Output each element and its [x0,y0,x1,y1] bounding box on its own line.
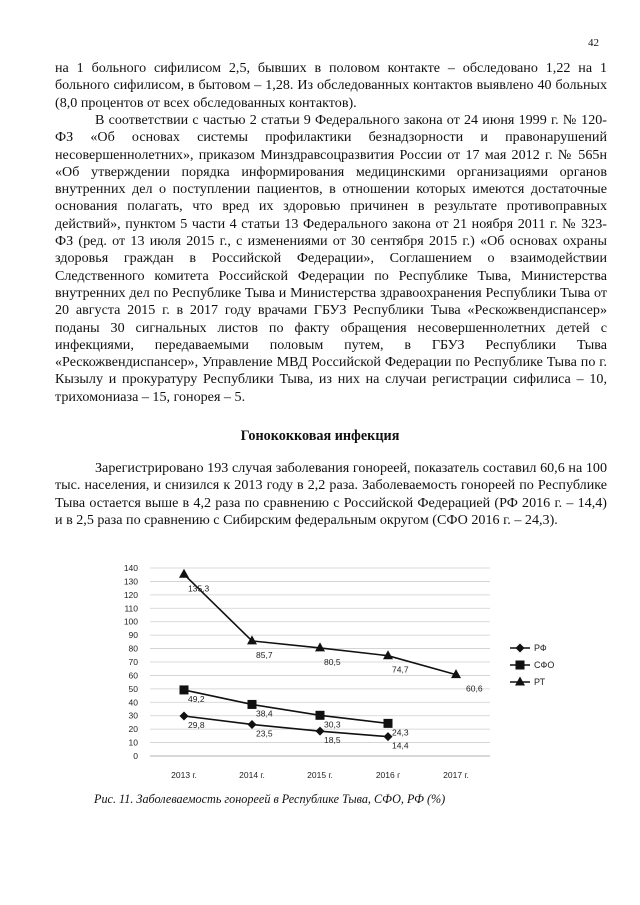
data-label: 30,3 [324,719,341,730]
y-tick-label: 90 [128,630,138,641]
data-label: 23,5 [256,728,273,739]
y-tick-label: 60 [128,670,138,681]
paragraph-1: на 1 больного сифилисом 2,5, бывших в половом контакте – обследовано 1,22 на 1 больного сифилисом, в бытовом – 1,28. Из обследованных контактов выявлено 40 больных (8,0 процентов от всех обследованных контактов). [55,60,607,111]
series-line-square [184,690,388,723]
data-label: 60,6 [466,683,483,694]
y-tick-label: 120 [123,589,138,600]
page-number: 42 [588,37,599,49]
y-tick-label: 10 [128,737,138,748]
y-tick-label: 100 [123,616,138,627]
data-label: 29,8 [188,719,205,730]
data-point-triangle [179,569,189,578]
legend-label: РФ [534,643,547,653]
y-tick-label: 50 [128,683,138,694]
series-line-triangle [184,574,456,674]
data-label: 14,4 [392,740,409,751]
legend-marker-square [516,661,525,670]
y-tick-label: 110 [124,603,138,614]
figure-caption: Рис. 11. Заболеваемость гонореей в Республике Тыва, СФО, РФ (%) [94,792,446,806]
section-title: Гонококковая инфекция [240,428,400,444]
data-label: 38,4 [256,708,273,719]
y-tick-label: 30 [128,710,138,721]
data-label: 24,3 [392,727,409,738]
paragraph-2: В соответствии с частью 2 статьи 9 Федерального закона от 24 июня 1999 г. № 120-ФЗ «Об основах системы профилактики безнадзорности и правонарушений несовершеннолетних», приказом Минздравсоцразвития России от 17 мая 2012 г. № 565н «Об утверждении порядка информирования медицинскими организациями органов внутренних дел о поступлении пациентов, в отношении которых имеются достаточные основания полагать, что вред их здоровью причинен в результате противоправных действий», пунктом 5 части 4 статьи 13 Федерального закона от 21 ноября 2011 г. № 323-ФЗ (ред. от 13 июля 2015 г., с изменениями от 30 сентября 2015 г.) «Об основах охраны здоровья граждан в Российской Федерации», Соглашением о взаимодействии Следственного комитета Российской Федерации по Республике Тыва, Министерства внутренних дел по Республике Тыва и Министерства здравоохранения Республики Тыва от 20 августа 2015 г. в 2017 году врачами ГБУЗ Республики Тыва «Рескожвендиспансер» поданы 30 сигнальных листов по факту обращения несовершеннолетних детей с инфекциями, передаваемыми половым путем, в ГБУЗ Республики Тыва «Рескожвендиспансер», Управление МВД Российской Федерации по Республике Тыва по г. Кызылу и прокуратуру Республики Тыва, из них на случаи регистрации сифилиса – 10, трихомониаза – 15, гонорея – 5. [55,112,607,405]
gonorrhea-incidence-chart [110,556,590,788]
x-tick-label: 2017 г. [443,770,469,780]
data-label: 18,5 [324,735,341,746]
data-label: 74,7 [392,664,409,675]
data-label: 80,5 [324,656,341,667]
x-tick-label: 2014 г. [239,770,265,780]
legend-marker-triangle [515,677,525,686]
legend-label: СФО [534,660,555,670]
data-label: 49,2 [188,693,205,704]
y-tick-label: 40 [128,697,138,708]
y-tick-label: 70 [128,657,138,667]
x-tick-label: 2015 г. [307,770,333,780]
y-tick-label: 130 [123,576,138,587]
legend-label: РТ [534,677,546,687]
y-tick-label: 80 [128,643,138,654]
y-tick-label: 140 [123,563,138,573]
data-label: 85,7 [256,649,273,660]
paragraph-3: Зарегистрировано 193 случая заболевания гонореей, показатель составил 60,6 на 100 тыс. населения, и снизился к 2013 году в 2,2 раза. Заболеваемость гонореей по Республике Тыва остается выше в 4,2 раза по сравнению с Российской Федерацией (РФ 2016 г. – 14,4) и в 2,5 раза по сравнению с Сибирским федеральным округом (СФО 2016 г. – 24,3). [55,460,607,528]
y-tick-label: 20 [128,724,138,735]
data-label: 135,3 [188,583,210,594]
legend-marker-diamond [516,644,525,653]
x-tick-label: 2013 г. [171,770,197,780]
x-tick-label: 2016 г [375,770,401,780]
y-tick-label: 0 [133,751,138,761]
